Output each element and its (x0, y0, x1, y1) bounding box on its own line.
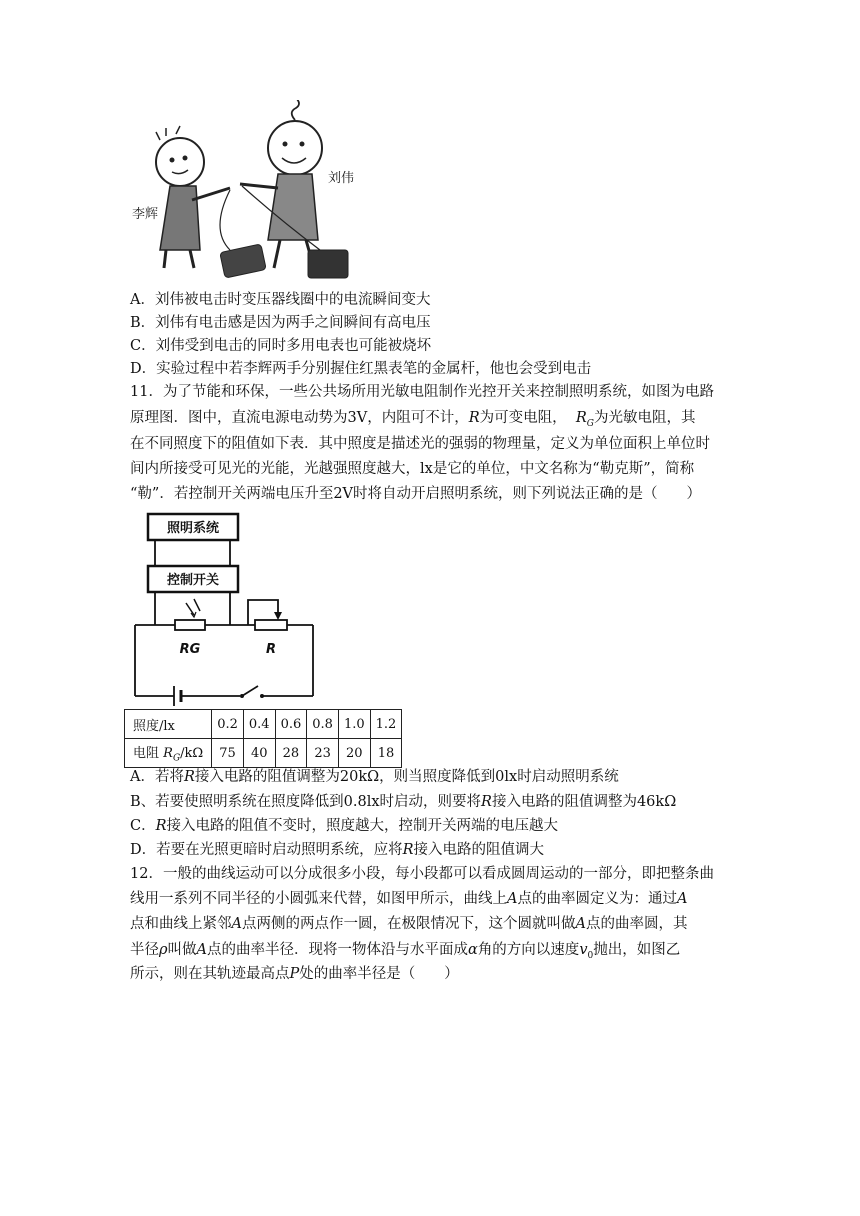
table-cell: 0.6 (275, 710, 307, 739)
q11-option-c: C．R接入电路的阻值不变时，照度越大，控制开关两端的电压越大 (130, 818, 559, 834)
q12-line-5: 所示，则在其轨迹最高点P处的曲率半径是（ ） (130, 966, 459, 982)
q12-line-1: 12．一般的曲线运动可以分成很多小段，每小段都可以看成圆周运动的一部分，即把整条曲 (130, 866, 714, 882)
q12-line-4: 半径ρ叫做A点的曲率半径．现将一物体沿与水平面成α角的方向以速度$v_0$抛出，如图乙 (130, 942, 681, 961)
table-header-illuminance: 照度/lx (125, 710, 212, 739)
control-switch-box: 控制开关 (166, 573, 220, 588)
q11-line-2: 原理图．图中，直流电源电动势为3V，内阻可不计，R为可变电阻， $R_G$为光敏电阻，其 (130, 410, 696, 429)
table-header-resistance: 电阻 $R_G/k\Omega$ (125, 739, 212, 768)
r-label: R (265, 642, 277, 657)
q10-option-c: C．刘伟受到电击的同时多用电表也可能被烧坏 (130, 338, 432, 354)
q12-line-3: 点和曲线上紧邻A点两侧的两点作一圆，在极限情况下，这个圆就叫做A点的曲率圆，其 (130, 916, 688, 932)
table-cell: 75 (212, 739, 244, 768)
q11-option-d: D．若要在光照更暗时启动照明系统，应将R接入电路的阻值调大 (130, 842, 545, 858)
table-cell: 0.2 (212, 710, 244, 739)
table-cell: 18 (370, 739, 402, 768)
table-cell: 28 (275, 739, 307, 768)
q10-option-b: B．刘伟有电击感是因为两手之间瞬间有高电压 (130, 315, 431, 331)
table-cell: 1.2 (370, 710, 402, 739)
q11-line-4: 间内所接受可见光的光能，光越强照度越大，lx是它的单位，中文名称为“勒克斯”，简称 (130, 461, 695, 477)
cartoon-label-left: 李辉 (132, 207, 159, 222)
q11-line-5: “勒”．若控制开关两端电压升至2V时将自动开启照明系统，则下列说法正确的是（ ） (130, 486, 702, 502)
table-cell: 40 (243, 739, 275, 768)
rg-label: RG (179, 642, 201, 657)
cartoon-label-right: 刘伟 (328, 171, 355, 186)
table-cell: 20 (338, 739, 370, 768)
table-cell: 23 (307, 739, 339, 768)
q12-line-2: 线用一系列不同半径的小圆弧来代替，如图甲所示，曲线上A点的曲率圆定义为：通过A (130, 891, 688, 907)
table-cell: 0.8 (307, 710, 339, 739)
table-row (125, 739, 402, 768)
illuminance-resistance-table (124, 709, 402, 768)
table-cell: 0.4 (243, 710, 275, 739)
electric-shock-cartoon (130, 100, 370, 285)
q10-option-a: A．刘伟被电击时变压器线圈中的电流瞬间变大 (130, 292, 431, 308)
table-cell: 1.0 (338, 710, 370, 739)
lighting-system-box: 照明系统 (166, 521, 220, 536)
q11-line-1: 11．为了节能和环保，一些公共场所用光敏电阻制作光控开关来控制照明系统，如图为电路 (130, 384, 714, 400)
q11-line-3: 在不同照度下的阻值如下表．其中照度是描述光的强弱的物理量，定义为单位面积上单位时 (130, 436, 710, 452)
q11-option-b: B、若要使照明系统在照度降低到0.8lx时启动，则要将R接入电路的阻值调整为46kΩ (130, 794, 677, 810)
q11-option-a: A．若将R接入电路的阻值调整为20kΩ，则当照度降低到0lx时启动照明系统 (130, 769, 619, 785)
q10-option-d: D．实验过程中若李辉两手分别握住红黑表笔的金属杆，他也会受到电击 (130, 361, 592, 377)
table-row (125, 710, 402, 739)
circuit-diagram (130, 508, 330, 710)
